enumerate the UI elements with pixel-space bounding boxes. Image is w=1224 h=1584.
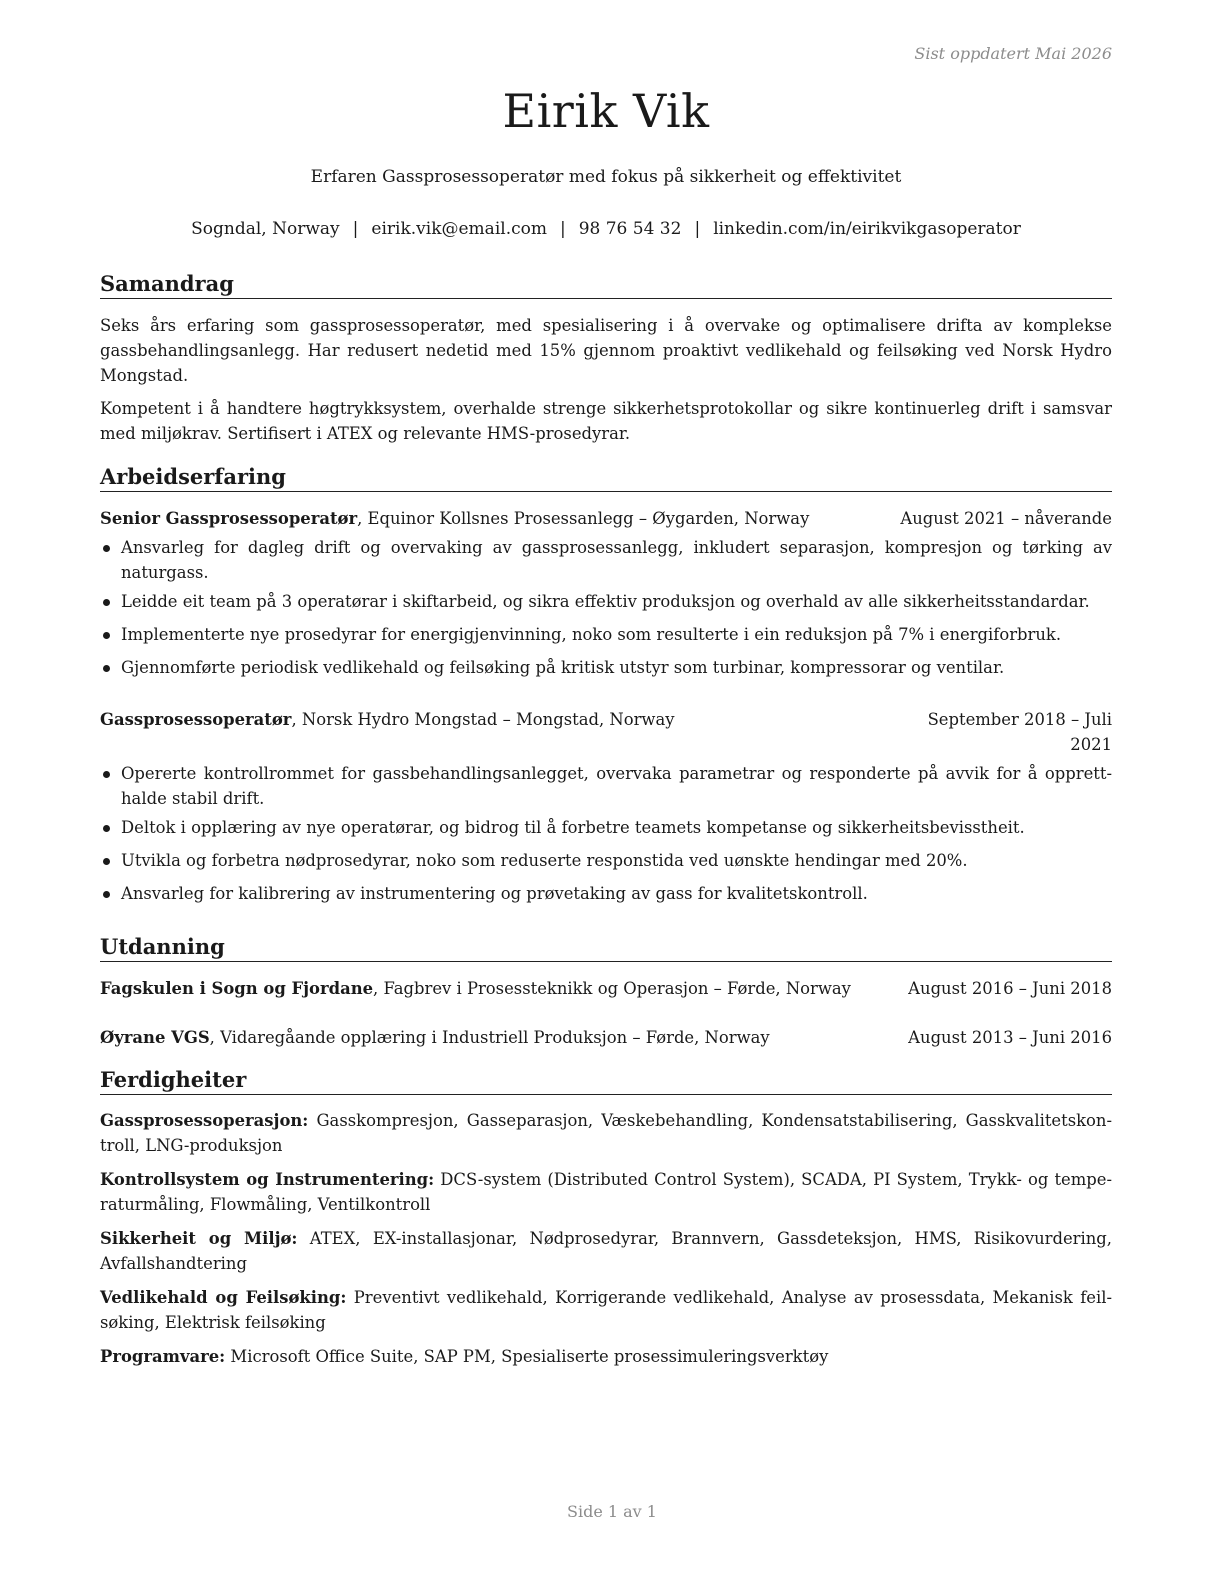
- skill-text: ATEX, EX-installasjonar, Nødprosedyrar, Brannvern, Gassdeteksjon, HMS, Risikovurdering, Avfallshandtering: [100, 1229, 1112, 1273]
- contact-email[interactable]: eirik.vik@email.com: [371, 219, 547, 239]
- skill-text: Preventivt vedlikehald, Korrigerande vedlikehald, Analyse av prosessdata, Mekanisk feil-søking, Elektrisk feilsøking: [100, 1288, 1112, 1332]
- skill-label: Programvare:: [100, 1347, 226, 1366]
- job-bullets: [100, 535, 1112, 680]
- skill-label: Kontrollsystem og Instrumentering:: [100, 1170, 435, 1189]
- education-entry: [100, 1025, 1112, 1050]
- skill-text: DCS-system (Distributed Control System), SCADA, PI System, Trykk- og tempe-raturmåling, Flowmåling, Ventilkontroll: [100, 1170, 1113, 1214]
- summary-paragraph: Seks års erfaring som gassprosessoperatør, med spesialisering i å overvake og optimalisere drifta av komplekse gassbehandlingsanlegg. Har redusert nedetid med 15% gjennom proaktivt vedlikehald og feilsøking ved Norsk Hydro Mongstad.: [100, 316, 1112, 385]
- experience-heading: Arbeidserfaring: [100, 464, 1112, 492]
- skills-heading: Ferdigheiter: [100, 1067, 1112, 1095]
- summary-section: [100, 271, 1112, 446]
- skill-group: [100, 1285, 1112, 1335]
- contact-location: Sogndal, Norway: [191, 219, 340, 239]
- job-dates: August 2021 – nåverande: [900, 509, 1112, 528]
- skill-label: Vedlikehald og Feilsøking:: [100, 1288, 347, 1307]
- list-item: [100, 881, 1112, 906]
- bullet-icon: [103, 891, 110, 898]
- skill-group: [100, 1344, 1112, 1369]
- education-dates: August 2016 – Juni 2018: [908, 979, 1112, 998]
- last-updated: Sist oppdatert Mai 2026: [914, 44, 1112, 63]
- experience-section: [100, 464, 1112, 906]
- school-name: Øyrane VGS: [100, 1028, 210, 1047]
- contact-phone: 98 76 54 32: [578, 219, 682, 239]
- list-item: [100, 761, 1112, 811]
- contact-separator: |: [352, 219, 359, 239]
- skill-group: [100, 1167, 1112, 1217]
- contact-separator: |: [694, 219, 701, 239]
- contact-separator: |: [559, 219, 566, 239]
- school-detail: , Fagbrev i Prosessteknikk og Operasjon – Førde, Norway: [373, 979, 851, 998]
- education-entry: [100, 976, 1112, 1001]
- contact-linkedin[interactable]: linkedin.com/in/eirikvikgasoperator: [713, 219, 1021, 239]
- job-header: [100, 707, 1112, 757]
- bullet-icon: [103, 858, 110, 865]
- job-org: , Norsk Hydro Mongstad – Mongstad, Norway: [291, 710, 675, 729]
- bullet-text: Gjennomførte periodisk vedlikehald og feilsøking på kritisk utstyr som turbinar, kompressorar og ventilar.: [121, 658, 1005, 677]
- list-item: [100, 815, 1112, 840]
- education-heading: Utdanning: [100, 934, 1112, 962]
- bullet-icon: [103, 632, 110, 639]
- skill-group: [100, 1226, 1112, 1276]
- bullet-text: Deltok i opplæring av nye operatørar, og bidrog til å forbetre teamets kompetanse og sikkerheitsbevisstheit.: [121, 818, 1025, 837]
- list-item: [100, 622, 1112, 647]
- list-item: [100, 589, 1112, 614]
- education-section: [100, 934, 1112, 1050]
- bullet-icon: [103, 665, 110, 672]
- list-item: [100, 848, 1112, 873]
- bullet-icon: [103, 545, 110, 552]
- list-item: [100, 655, 1112, 680]
- bullet-icon: [103, 825, 110, 832]
- job-title: Gassprosessoperatør: [100, 710, 292, 729]
- bullet-text: Opererte kontrollrommet for gassbehandlingsanlegget, overvaka parametrar og responderte på avvik for å opprett-halde stabil drift.: [121, 764, 1112, 808]
- bullet-text: Ansvarleg for dagleg drift og overvaking av gassprosessanlegg, inkludert separasjon, kompresjon og tørking av naturgass.: [121, 538, 1112, 582]
- summary-paragraph: Kompetent i å handtere høgtrykksystem, overhalde strenge sikkerhetsprotokollar og sikre kontinuerleg drift i samsvar med miljøkrav. Sertifisert i ATEX og relevante HMS-prosedyrar.: [100, 399, 1112, 443]
- bullet-text: Implementerte nye prosedyrar for energigjenvinning, noko som resulterte i ein reduksjon på 7% i energiforbruk.: [121, 625, 1062, 644]
- job-entry: [100, 707, 1112, 906]
- bullet-text: Utvikla og forbetra nødprosedyrar, noko som reduserte responstida ved uønskte hendingar med 20%.: [121, 851, 968, 870]
- bullet-icon: [103, 771, 110, 778]
- summary-heading: Samandrag: [100, 271, 1112, 299]
- job-dates-line: September 2018 – Juli: [927, 710, 1112, 729]
- bullet-icon: [103, 599, 110, 606]
- contact-line: [100, 219, 1112, 239]
- job-header: [100, 506, 1112, 531]
- skill-text: Gasskompresjon, Gasseparasjon, Væskebehandling, Kondensatstabilisering, Gasskvalitetskon-troll, LNG-produksjon: [100, 1111, 1112, 1155]
- job-entry: [100, 506, 1112, 680]
- skill-text: Microsoft Office Suite, SAP PM, Spesialiserte prosessimuleringsverktøy: [225, 1347, 829, 1366]
- job-bullets: [100, 761, 1112, 906]
- skills-section: [100, 1067, 1112, 1369]
- list-item: [100, 535, 1112, 585]
- skill-label: Sikkerheit og Miljø:: [100, 1229, 298, 1248]
- page-number: Side 1 av 1: [567, 1502, 657, 1521]
- job-title: Senior Gassprosessoperatør: [100, 509, 358, 528]
- job-dates-line: 2021: [1070, 735, 1112, 754]
- bullet-text: Leidde eit team på 3 operatørar i skiftarbeid, og sikra effektiv produksjon og overhald av alle sikkerheitsstandardar.: [121, 592, 1090, 611]
- skill-group: [100, 1108, 1112, 1158]
- school-name: Fagskulen i Sogn og Fjordane: [100, 979, 374, 998]
- candidate-name: Eirik Vik: [502, 84, 710, 138]
- job-dates: [928, 707, 1112, 757]
- bullet-text: Ansvarleg for kalibrering av instrumentering og prøvetaking av gass for kvalitetskontroll.: [121, 884, 868, 903]
- tagline: Erfaren Gassprosessoperatør med fokus på sikkerheit og effektivitet: [310, 167, 902, 187]
- skill-label: Gassprosessoperasjon:: [100, 1111, 309, 1130]
- education-dates: August 2013 – Juni 2016: [908, 1028, 1112, 1047]
- job-org: , Equinor Kollsnes Prosessanlegg – Øygarden, Norway: [357, 509, 810, 528]
- school-detail: , Vidaregåande opplæring i Industriell Produksjon – Førde, Norway: [209, 1028, 770, 1047]
